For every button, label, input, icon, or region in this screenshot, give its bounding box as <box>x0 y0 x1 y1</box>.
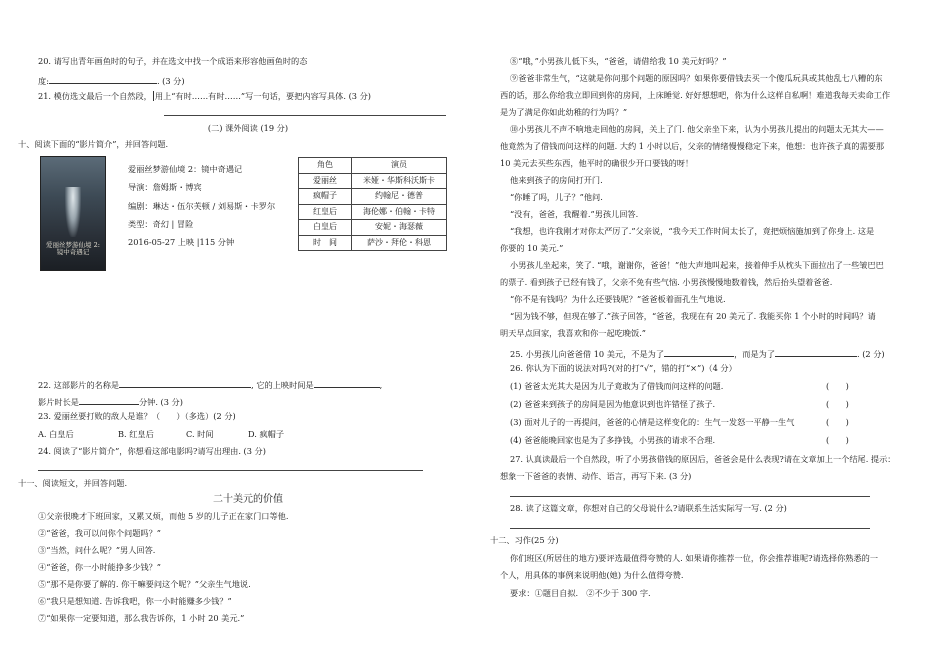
q27-answer-line[interactable] <box>510 496 870 497</box>
q26-answer-3[interactable]: ( ) <box>826 417 849 427</box>
q26-answer-2[interactable]: ( ) <box>826 399 849 409</box>
q25-blank-2[interactable] <box>775 347 857 357</box>
poster-caption: 爱丽丝梦游仙境 2: 镜中奇遇记 <box>46 240 100 256</box>
cast-role: 时 间 <box>299 235 352 251</box>
q23-option-d[interactable]: D. 疯帽子 <box>248 429 285 439</box>
story-paragraph: ④“爸爸，你一小时能挣多少钱？” <box>38 562 161 572</box>
section-11-heading: 十一、阅读短文，并回答问题. <box>18 478 128 488</box>
q26-item-2: (2) 爸爸来到孩子的房间是因为他意识到也许错怪了孩子. <box>510 399 716 409</box>
q25-blank-1[interactable] <box>664 347 734 357</box>
q28-answer-line[interactable] <box>510 528 870 529</box>
story-paragraph: ③“当然，问什么呢？”男人回答. <box>38 545 156 555</box>
q22-d: 影片时长是 <box>38 397 79 407</box>
q25-c: . (2 分) <box>857 349 885 359</box>
movie-title: 爱丽丝梦游仙境 2：镜中奇遇记 <box>128 164 243 174</box>
q25-b: ，而是为了 <box>734 349 776 359</box>
q23-option-a[interactable]: A. 白皇后 <box>38 429 74 439</box>
table-row <box>299 204 447 220</box>
movie-release: 2016-05-27 上映 |115 分钟 <box>128 237 235 247</box>
q26-item-1: (1) 爸爸太光其大是因为儿子竟敢为了借钱而问这样的问题. <box>510 381 724 391</box>
section-10-heading: 十、阅读下面的“影片简介”，并回答问题. <box>18 139 169 149</box>
story-title: 二十美元的价值 <box>213 494 283 505</box>
essay-requirements: 要求：①题目自拟. ②不少于 300 字. <box>510 588 651 598</box>
q22-c: , <box>379 380 383 390</box>
cast-role: 疯帽子 <box>299 189 352 205</box>
section-extra-reading: (二) 课外阅读 (19 分) <box>207 123 289 133</box>
cast-header-row <box>299 158 447 174</box>
cast-role: 白皇后 <box>299 220 352 236</box>
story-paragraph: ⑨爸爸非常生气，“这就是你问那个问题的原因吗？如果你要借钱去买一个傻瓜玩具或其他乱七八糟的东 <box>510 73 883 83</box>
story-paragraph: 是为了满足你如此幼稚的行为吗？” <box>500 107 627 117</box>
q26-answer-1[interactable]: ( ) <box>826 381 849 391</box>
q23-text: 23. 爱丽丝要打败的敌人是谁？（ ）（多选）(2 分) <box>38 411 236 421</box>
q27-line1: 27. 认真读最后一个自然段，听了小男孩借钱的原因后，爸爸会是什么表现?请在文章加上一个结尾. 提示： <box>510 454 896 464</box>
cast-header-role: 角色 <box>299 158 352 174</box>
essay-prompt: 你们班区(所居住的地方)要评选最值得夸赞的人. 如果请你推荐一位，你会推荐谁呢?请选择你熟悉的一 <box>510 553 879 563</box>
story-paragraph: 的票子. 看到孩子已经有钱了，父亲不免有些气恼. 小男孩慢慢地数着钱，然后抬头望着爸爸. <box>500 277 833 287</box>
story-paragraph: 西的话，那么你给我立即回到你的房间，上床睡觉. 好好想想吧，你为什么这样自私啊！难道我每天卖命工作 <box>500 90 891 100</box>
story-paragraph: ①父亲很晚才下班回家，又累又烦，而他 5 岁的儿子正在家门口等他. <box>38 511 289 521</box>
q22-length-blank[interactable] <box>79 395 139 405</box>
cast-role: 爱丽丝 <box>299 173 352 189</box>
cast-header-actor: 演员 <box>352 158 447 174</box>
q23-option-b[interactable]: B. 红皇后 <box>118 429 154 439</box>
q20-line2 <box>38 74 185 87</box>
cast-role: 红皇后 <box>299 204 352 220</box>
q20-blank[interactable] <box>49 74 157 84</box>
story-paragraph: 小男孩儿坐起来，笑了. “哦，谢谢你，爸爸！”他大声地叫起来，接着伸手从枕头下面拉出了一些皱巴巴 <box>510 260 884 270</box>
q22-line2 <box>38 395 183 408</box>
story-paragraph: 他竟然为了借钱而问这样的问题. 大约 1 小时以后，父亲的情绪慢慢稳定下来，他想：也许孩子真的需要那 <box>500 141 885 151</box>
q21-answer-line[interactable] <box>164 115 446 116</box>
q22-e: 分钟. (3 分) <box>138 397 183 407</box>
cast-actor: 安妮・海瑟薇 <box>352 220 447 236</box>
q25-line <box>510 347 885 360</box>
table-row <box>299 173 447 189</box>
movie-director: 导演：詹姆斯・博宾 <box>128 182 202 192</box>
q23-option-c[interactable]: C. 时间 <box>186 429 214 439</box>
q27-line2: 想象一下爸爸的表情、动作、语言，再写下来. (3 分) <box>500 471 692 481</box>
story-paragraph: “没有，爸爸，我醒着.”男孩儿回答. <box>510 209 639 219</box>
story-paragraph: ⑤“那不是你要了解的. 你干嘛要问这个呢？”父亲生气地说. <box>38 579 251 589</box>
q20-line1: 20. 请写出青年画鱼时的句子，并在选文中找一个成语来形容他画鱼时的态 <box>38 56 308 66</box>
cast-actor: 萨沙・拜伦・科恩 <box>352 235 447 251</box>
story-paragraph: “我想，也许我刚才对你太严厉了.”父亲说，“我今天工作时间太长了，竟把烦恼施加到了你身上. 这是 <box>510 226 875 236</box>
story-paragraph: “因为钱不够，但现在够了.”孩子回答，“爸爸，我现在有 20 美元了. 我能买你 1 个小时的时间吗？请 <box>510 311 876 321</box>
q22-line1 <box>38 378 382 391</box>
q21-part1: 21. 模仿选文最后一个自然段， <box>38 91 152 101</box>
q26-text: 26. 你认为下面的说法对吗?(对的打“√”，错的打“×”)（4 分） <box>510 363 737 373</box>
table-row <box>299 235 447 251</box>
story-paragraph: 10 美元去买些东西，他平时的确很少开口要钱的呀！ <box>500 158 694 168</box>
story-paragraph: 明天早点回家，我喜欢和你一起吃晚饭.” <box>500 328 646 338</box>
q28-text: 28. 读了这篇文章，你想对自己的父母说什么?请联系生活实际写一写. (2 分) <box>510 503 787 513</box>
movie-genre: 类型：奇幻 | 冒险 <box>128 219 194 229</box>
q26-item-4: (4) 爸爸能晚回家也是为了多挣钱，小男孩的请求不合理. <box>510 435 716 445</box>
q24-answer-line[interactable] <box>38 470 423 471</box>
cast-actor: 米娅・华斯科沃斯卡 <box>352 173 447 189</box>
cast-actor: 约翰尼・德普 <box>352 189 447 205</box>
story-paragraph: “你不是有钱吗？为什么还要钱呢？”爸爸板着面孔生气地说. <box>510 294 726 304</box>
q22-a: 22. 这部影片的名称是 <box>38 380 120 390</box>
story-paragraph: ⑩小男孩儿不声不响地走回他的房间，关上了门. 他父亲坐下来，认为小男孩儿提出的问题太无其大—— <box>510 124 884 134</box>
q20-suffix: . (3 分) <box>156 76 185 86</box>
q22-b: , 它的上映时间是 <box>251 380 314 390</box>
cast-table <box>298 157 447 251</box>
story-paragraph: ⑦“如果你一定要知道，那么我告诉你，1 小时 20 美元.” <box>38 613 245 623</box>
q22-name-blank[interactable] <box>119 378 251 388</box>
poster-figure <box>65 187 81 237</box>
q24-text: 24. 阅读了“影片简介”，你想看这部电影吗?请写出理由. (3 分) <box>38 446 266 456</box>
table-row <box>299 220 447 236</box>
section-12-heading: 十二、习作(25 分) <box>490 535 559 545</box>
q25-a: 25. 小男孩儿向爸爸借 10 美元，不是为了 <box>510 349 665 359</box>
story-paragraph: ②“爸爸，我可以问你个问题吗？” <box>38 528 161 538</box>
q26-answer-4[interactable]: ( ) <box>826 435 849 445</box>
movie-writer: 编剧：琳达・伍尔芙顿 / 刘易斯・卡罗尔 <box>128 201 276 211</box>
table-row <box>299 189 447 205</box>
cast-actor: 海伦娜・伯翰・卡特 <box>352 204 447 220</box>
story-paragraph: ⑥“我只是想知道. 告诉我吧，你一小时能赚多少钱？” <box>38 596 232 606</box>
movie-poster-image <box>40 156 106 271</box>
story-paragraph: 他来到孩子的房间打开门. <box>510 175 603 185</box>
essay-prompt: 个人，用具体的事例来说明他(她) 为什么值得夸赞. <box>500 570 684 580</box>
q26-item-3: (3) 面对儿子的一再提问，爸爸的心情是这样变化的：生气一发怒一平静一生气 <box>510 417 795 427</box>
story-paragraph: 你要的 10 美元.” <box>500 243 564 253</box>
q20-prefix: 度: <box>38 76 49 86</box>
q22-date-blank[interactable] <box>314 378 380 388</box>
q21-part2: 用上“有时……有时……”写一句话，要把内容写具体. (3 分) <box>154 91 371 101</box>
story-paragraph: “你睡了吗，儿子？”他问. <box>510 192 603 202</box>
story-paragraph: ⑧“哦，”小男孩儿低下头，“爸爸，请借给我 10 美元好吗？” <box>510 56 727 66</box>
q21-line <box>38 92 371 102</box>
